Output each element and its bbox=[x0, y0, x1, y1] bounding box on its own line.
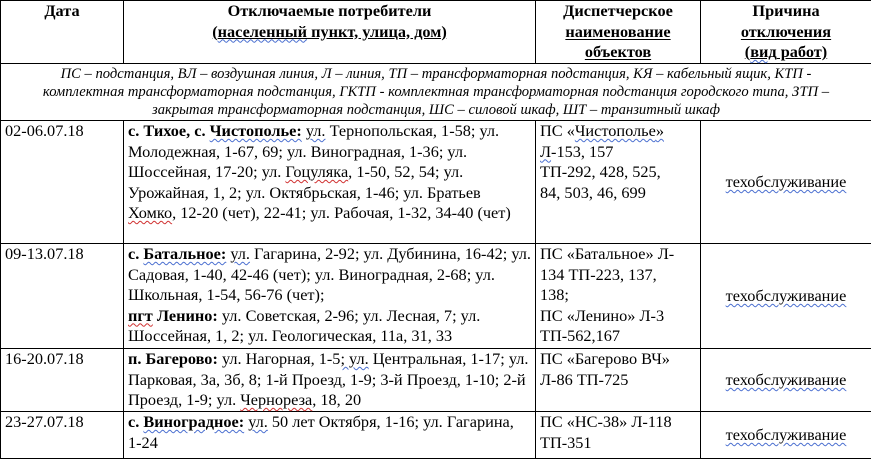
streets-text: Тернопольская, 1-58; ул. Молодежная, 1-67, 69; ул. Виноградная, 1-36; ул. Шоссейная, 17-20; ул. bbox=[128, 121, 500, 181]
paren: ( bbox=[744, 42, 751, 61]
dispatch-line bbox=[540, 142, 696, 163]
dispatch-cell bbox=[536, 121, 701, 244]
date-cell: 02-06.07.18 bbox=[1, 121, 124, 244]
table-row bbox=[1, 121, 871, 244]
dispatch-line: ПС «Багерово ВЧ» bbox=[540, 349, 670, 368]
dispatch-line: 134 ТП-223, 137, bbox=[540, 264, 657, 284]
streets-text: ул. Нагорная, 1-5 bbox=[217, 349, 341, 368]
header-dispatch-line2: наименование bbox=[565, 21, 671, 41]
reason-cell bbox=[701, 412, 871, 459]
street-abbr: ул. bbox=[248, 412, 268, 431]
dispatch-text: Л bbox=[540, 141, 552, 161]
header-reason bbox=[701, 1, 871, 64]
streets-text: 50 лет Октября, 1-16; ул. Гагарина, 1-24 bbox=[128, 412, 514, 452]
table-row bbox=[1, 244, 871, 349]
header-dispatch bbox=[536, 1, 701, 64]
reason-text: техобслуживание bbox=[725, 171, 847, 191]
dispatch-line: ПС «Ленино» Л-3 bbox=[540, 305, 665, 325]
reason-cell bbox=[701, 349, 871, 412]
dispatch-text: ПС « bbox=[540, 121, 575, 140]
dispatch-line: ПС «Батальное» Л- bbox=[540, 244, 675, 263]
reason-text: техобслуживание bbox=[725, 285, 847, 305]
consumers-cell bbox=[124, 121, 536, 244]
table-row bbox=[1, 412, 871, 459]
legend-line3: закрытая трансформаторная подстанция, ШС – силовой шкаф, ШТ – транзитный шкаф bbox=[152, 102, 720, 118]
header-consumers-word: населенный bbox=[217, 21, 308, 41]
paren: ( bbox=[212, 21, 218, 41]
settlement-name: п. Багерово: bbox=[128, 349, 218, 368]
reason-text: техобслуживание bbox=[725, 369, 847, 389]
dispatch-cell bbox=[536, 349, 701, 412]
substation-name: Чистополье bbox=[574, 121, 656, 140]
table-row bbox=[1, 349, 871, 412]
dispatch-line: ТП-562,167 bbox=[540, 326, 621, 345]
header-reason-line2: отключения bbox=[740, 21, 832, 41]
dispatch-cell bbox=[536, 412, 701, 459]
streets-text: Гагарина, 2-92; ул. Дубинина, 16-42; ул. Садовая, 1-40, 42-46 (чет); ул. Виноградная, 2-68; ул. Школьная, 1-54, 56-76 (чет); bbox=[128, 244, 531, 304]
date-cell: 09-13.07.18 bbox=[1, 244, 124, 349]
settlement-name: с. Тихое, с. bbox=[128, 121, 210, 140]
street-abbr: ул. bbox=[305, 121, 326, 140]
consumers-cell bbox=[124, 412, 536, 459]
header-consumers-rest: пункт, улица, дом) bbox=[307, 21, 447, 41]
street-abbr: ; ул. bbox=[340, 349, 369, 368]
dispatch-text: » bbox=[655, 121, 664, 140]
settlement-name: Ленино: bbox=[152, 305, 218, 325]
streets-text: , 1-50, 52, 54; ул. Урожайная, 1, 2; ул. Октябрьская, 1-46; ул. Братьев bbox=[128, 162, 481, 202]
streets-text: Центральная, 1-17; ул. Парковая, 3а, 3б, 8; 1-й Проезд, 1-9; 3-й Проезд, 1-10; 2-й Проезд, 1-9; ул. bbox=[128, 349, 529, 409]
header-reason-line1: Причина bbox=[752, 1, 820, 20]
street-name: Чернореза bbox=[240, 390, 313, 409]
header-date bbox=[1, 1, 124, 64]
dispatch-cell bbox=[536, 244, 701, 349]
streets-text: , 18, 20 bbox=[312, 390, 362, 409]
reason-cell bbox=[701, 121, 871, 244]
street-name: Хомко bbox=[128, 203, 173, 222]
legend-line1: ПС – подстанция, ВЛ – воздушная линия, Л – линия, ТП – трансформаторная подстанция, КЯ – кабельный ящик, КТП - bbox=[60, 66, 812, 82]
header-reason-word: вид bbox=[750, 42, 777, 61]
settlement-name: Виноградное: bbox=[143, 412, 245, 431]
header-consumers bbox=[124, 1, 536, 64]
date-cell: 16-20.07.18 bbox=[1, 349, 124, 412]
consumers-cell bbox=[124, 244, 536, 349]
abbreviations-legend bbox=[1, 64, 871, 121]
dispatch-line: 84, 503, 46, 699 bbox=[540, 182, 646, 202]
street-abbr: ул. bbox=[230, 244, 250, 263]
header-reason-line3 bbox=[705, 42, 867, 63]
header-reason-rest: работ) bbox=[776, 42, 828, 61]
street-name: Гоцуляка bbox=[285, 162, 349, 181]
legend-row bbox=[1, 64, 871, 121]
dispatch-text: -153, 157 bbox=[551, 141, 614, 161]
header-dispatch-line1: Диспетчерское bbox=[563, 1, 673, 20]
settlement-type: пгт bbox=[128, 305, 153, 325]
reason-text: техобслуживание bbox=[725, 424, 847, 444]
header-consumers-line1: Отключаемые потребители bbox=[227, 1, 432, 20]
dispatch-line: ТП-292, 428, 525, bbox=[540, 162, 661, 181]
date-cell: 23-27.07.18 bbox=[1, 412, 124, 459]
dispatch-line: ПС «НС-38» Л-118 bbox=[540, 412, 672, 431]
header-consumers-line2 bbox=[128, 22, 531, 43]
dispatch-line: Л-86 ТП-725 bbox=[540, 369, 629, 389]
legend-line2: комплектная трансформаторная подстанция, ГКТП - комплектная трансформаторная подстанция городского типа, ЗТП – bbox=[42, 84, 830, 100]
settlement-name: с. bbox=[128, 244, 144, 263]
streets-text: ул. Советская, 2-96; ул. Лесная, 7; ул. Шоссейная, 1, 2; ул. Геологическая, 11а, 31, 33 bbox=[128, 305, 481, 345]
settlement-name: Чистополье: bbox=[209, 121, 302, 140]
header-row bbox=[1, 1, 871, 64]
reason-cell bbox=[701, 244, 871, 349]
settlement-name: с. bbox=[128, 412, 144, 431]
header-dispatch-line3: объектов bbox=[584, 42, 652, 61]
dispatch-line: ТП-351 bbox=[540, 432, 592, 452]
dispatch-line: 138; bbox=[540, 285, 569, 304]
dispatch-line bbox=[540, 121, 696, 142]
streets-text: , 12-20 (чет), 22-41; ул. Рабочая, 1-32, 34-40 (чет) bbox=[172, 203, 511, 222]
header-date-label: Дата bbox=[44, 1, 80, 20]
consumers-cell bbox=[124, 349, 536, 412]
settlement-name: Батальное: bbox=[143, 244, 227, 263]
